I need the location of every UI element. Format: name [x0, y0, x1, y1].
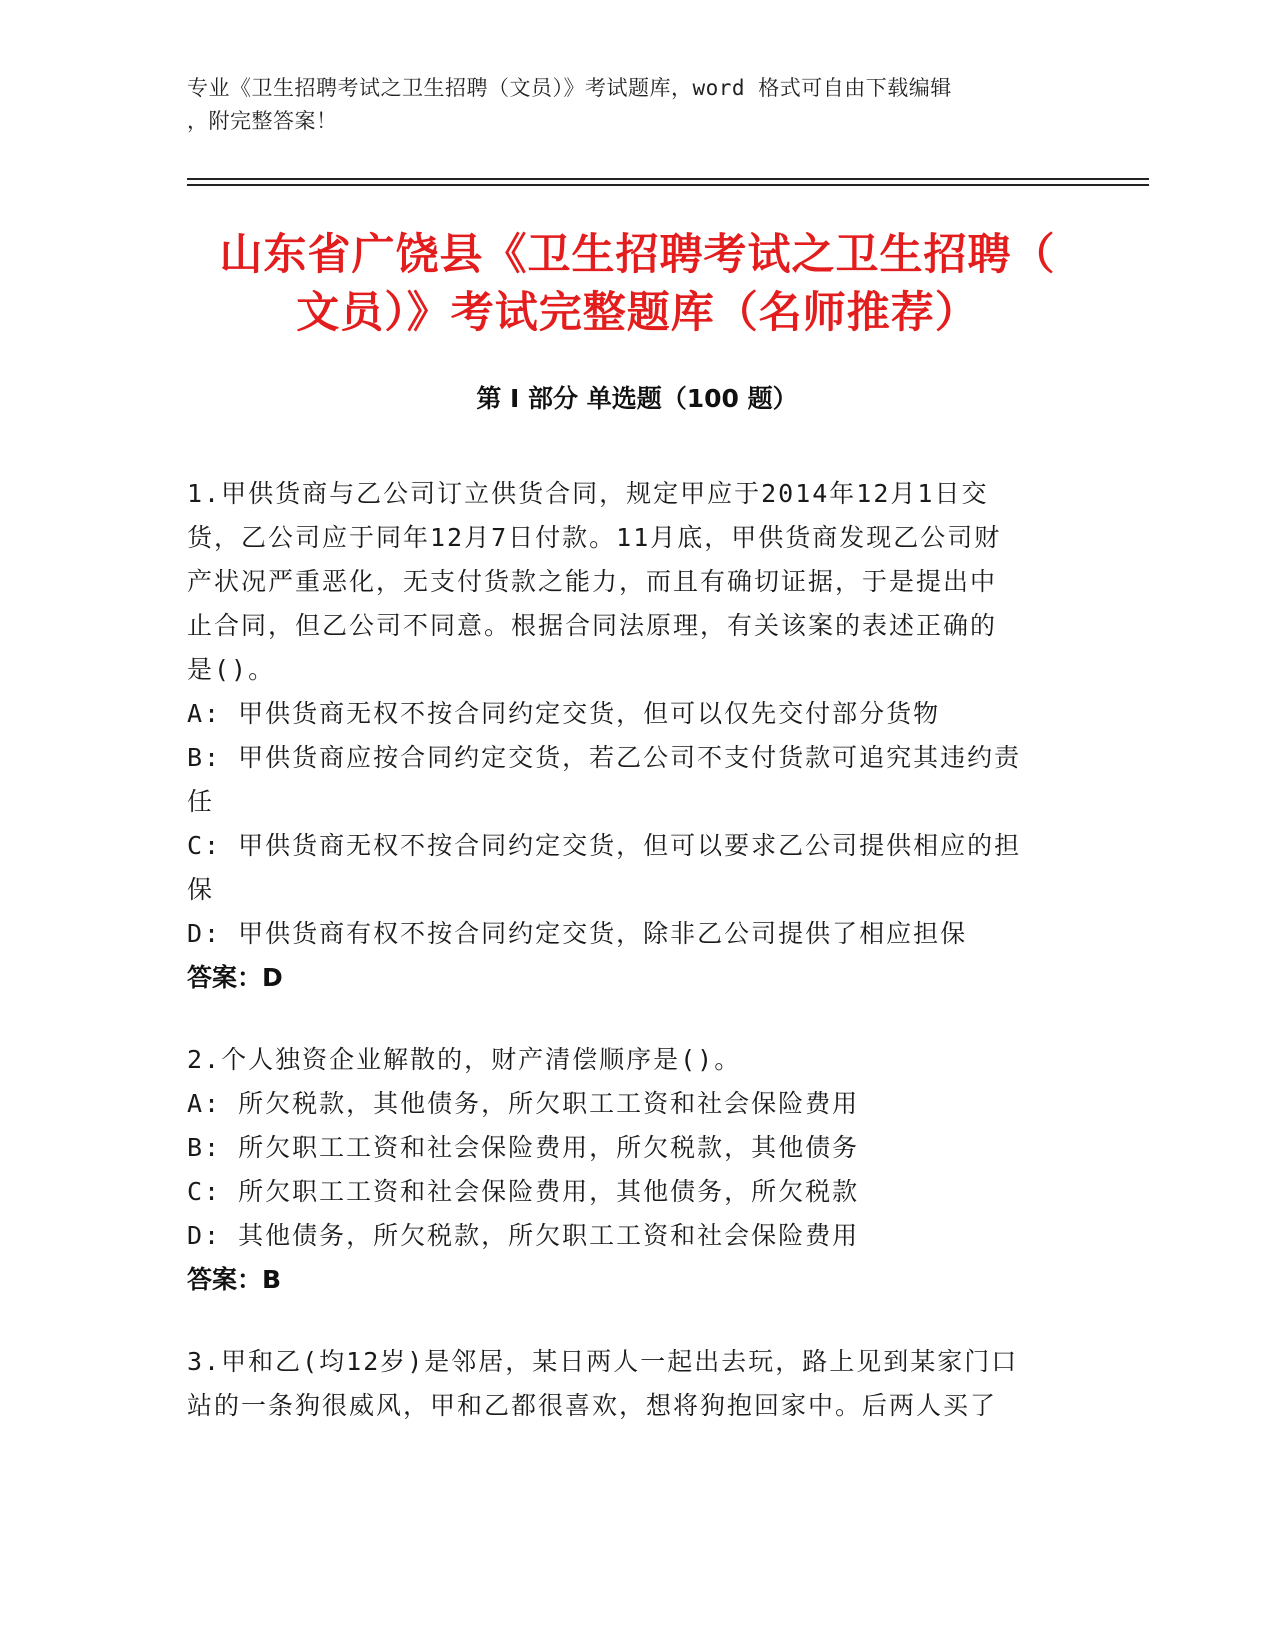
header-note-line-1: 专业《卫生招聘考试之卫生招聘（文员）》考试题库，word 格式可自由下载编辑: [187, 76, 952, 100]
document-title: [150, 226, 1125, 342]
question-option-line: D: 甲供货商有权不按合同约定交货，除非乙公司提供了相应担保: [187, 919, 968, 948]
document-title-line-1: 山东省广饶县《卫生招聘考试之卫生招聘（: [219, 230, 1056, 280]
question-option-line: 保: [187, 875, 215, 904]
question-stem-line: 止合同，但乙公司不同意。根据合同法原理，有关该案的表述正确的: [187, 611, 998, 640]
header-rule-top: [187, 178, 1149, 180]
document-title-line-2: 文员）》考试完整题库（名师推荐）: [296, 288, 979, 338]
question-stem-line: 1.甲供货商与乙公司订立供货合同，规定甲应于2014年12月1日交: [187, 479, 989, 508]
question-item: [187, 1340, 1077, 1428]
question-item: [187, 1038, 1077, 1302]
question-stem-line: 产状况严重恶化，无支付货款之能力，而且有确切证据，于是提出中: [187, 567, 998, 596]
question-option-line: D: 其他债务，所欠税款，所欠职工工资和社会保险费用: [187, 1221, 860, 1250]
question-option-line: B: 所欠职工工资和社会保险费用，所欠税款，其他债务: [187, 1133, 860, 1162]
question-answer: 答案：B: [187, 1265, 282, 1294]
section-title: 第 I 部分 单选题（100 题）: [476, 384, 798, 413]
question-stem-line: 是()。: [187, 655, 276, 684]
question-option-line: A: 所欠税款，其他债务，所欠职工工资和社会保险费用: [187, 1089, 860, 1118]
question-option-line: C: 所欠职工工资和社会保险费用，其他债务，所欠税款: [187, 1177, 860, 1206]
question-stem-line: 3.甲和乙(均12岁)是邻居，某日两人一起出去玩，路上见到某家门口: [187, 1347, 1019, 1376]
header-note: [187, 72, 1067, 138]
header-rule-bottom: [187, 184, 1149, 186]
question-stem-line: 站的一条狗很威风，甲和乙都很喜欢，想将狗抱回家中。后两人买了: [187, 1391, 998, 1420]
question-list: [187, 472, 1077, 1466]
question-option-line: 任: [187, 787, 215, 816]
question-option-line: C: 甲供货商无权不按合同约定交货，但可以要求乙公司提供相应的担: [187, 831, 1022, 860]
question-stem-line: 货，乙公司应于同年12月7日付款。11月底，甲供货商发现乙公司财: [187, 523, 1002, 552]
question-option-line: B: 甲供货商应按合同约定交货，若乙公司不支付货款可追究其违约责: [187, 743, 1022, 772]
question-answer: 答案：D: [187, 963, 283, 992]
question-option-line: A: 甲供货商无权不按合同约定交货，但可以仅先交付部分货物: [187, 699, 941, 728]
question-item: [187, 472, 1077, 1000]
question-stem-line: 2.个人独资企业解散的，财产清偿顺序是()。: [187, 1045, 742, 1074]
header-note-line-2: ，附完整答案！: [187, 109, 338, 133]
